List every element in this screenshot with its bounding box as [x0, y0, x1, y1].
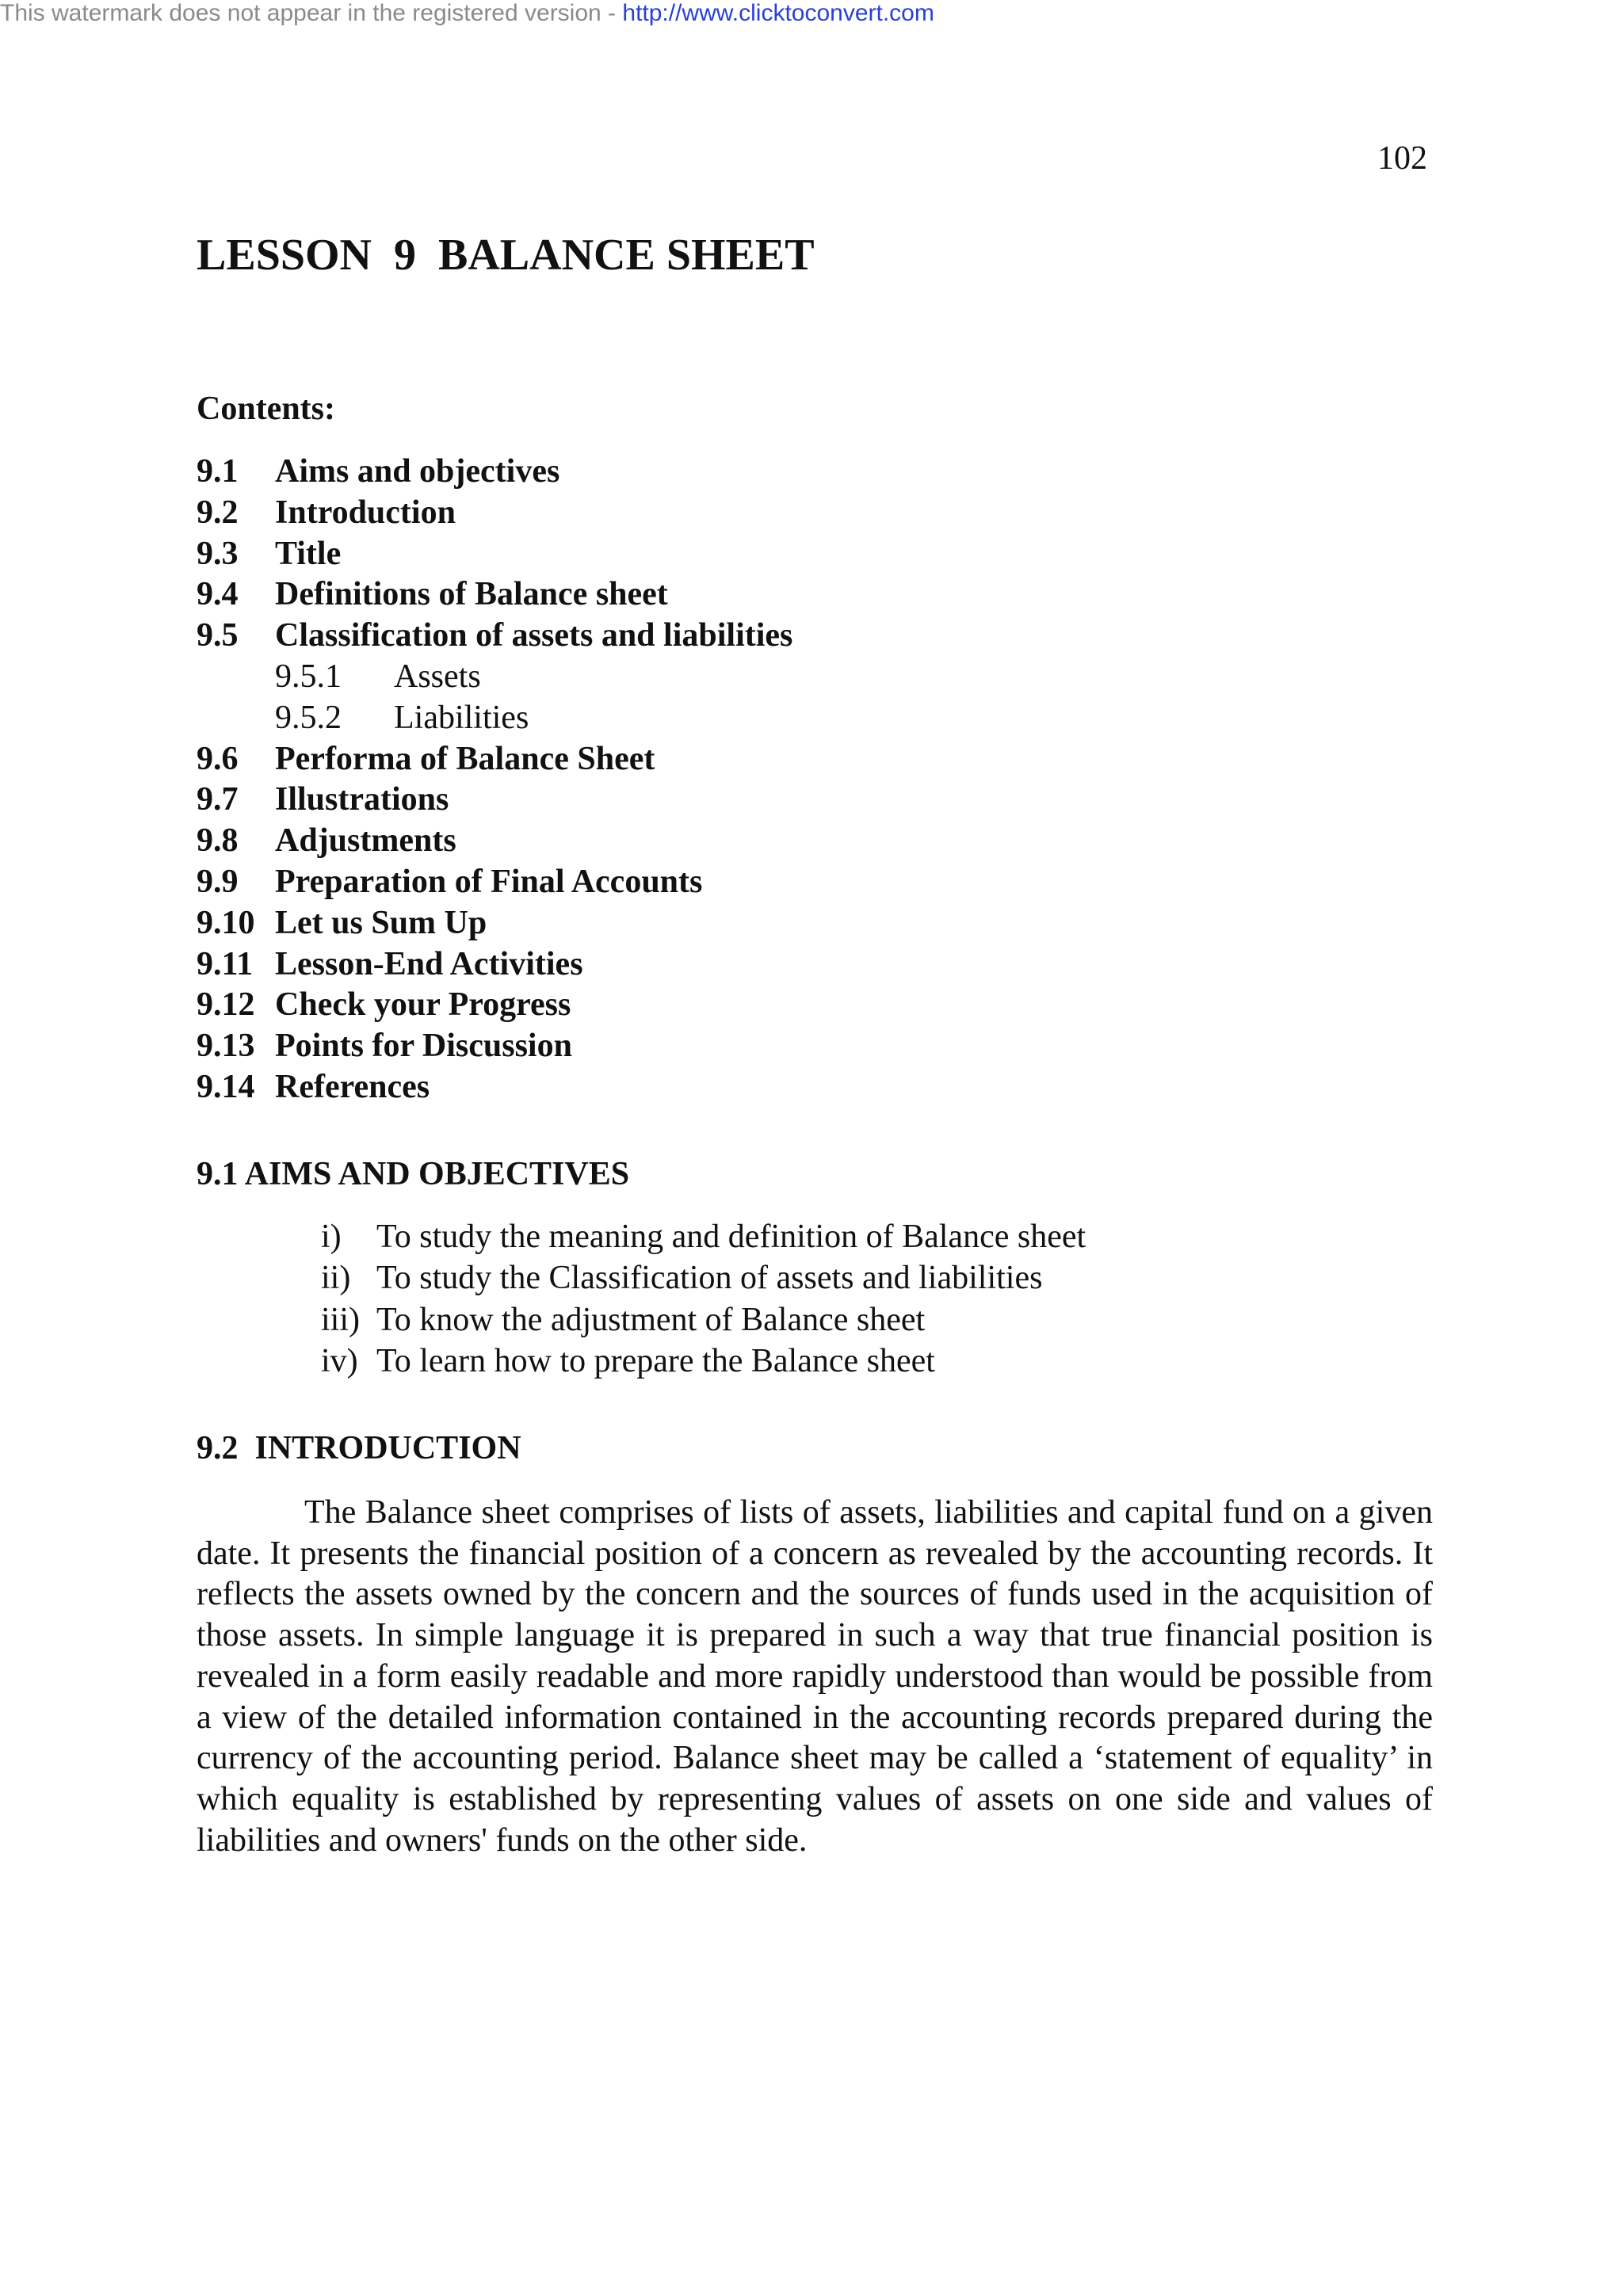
toc-item-label: Introduction: [275, 494, 456, 531]
toc-item-label: Title: [275, 535, 342, 572]
watermark-text: This watermark does not appear in the registered version -: [0, 0, 623, 26]
toc-item: [197, 903, 792, 944]
toc-item-label: Points for Discussion: [275, 1028, 572, 1065]
toc-item-number: 9.7: [197, 781, 239, 818]
toc-item-label: Adjustments: [275, 822, 456, 860]
toc-item-label: References: [275, 1068, 430, 1105]
toc-item-number: 9.12: [197, 986, 255, 1024]
toc-item-number: 9.2: [197, 494, 239, 531]
toc-item: [197, 616, 792, 657]
list-item-marker: i): [321, 1219, 342, 1255]
toc-item-label: Preparation of Final Accounts: [275, 863, 703, 900]
toc-item-label: Definitions of Balance sheet: [275, 576, 668, 613]
toc-item-number: 9.8: [197, 822, 239, 860]
toc-item-number: 9.10: [197, 904, 255, 941]
toc-item-number: 9.9: [197, 863, 239, 900]
table-of-contents: [197, 452, 792, 1108]
aims-objectives-heading: 9.1 AIMS AND OBJECTIVES: [197, 1156, 630, 1192]
toc-item: [197, 944, 792, 986]
list-item-text: To know the adjustment of Balance sheet: [376, 1301, 926, 1338]
toc-item-number: 9.1: [197, 453, 239, 490]
list-item-text: To learn how to prepare the Balance sheet: [376, 1342, 935, 1379]
toc-item: [197, 985, 792, 1026]
toc-item-label: Classification of assets and liabilities: [275, 617, 793, 654]
toc-item: [197, 1026, 792, 1067]
list-item-marker: iii): [321, 1301, 360, 1338]
toc-item-label: Lesson-End Activities: [275, 945, 583, 982]
toc-item-label: Liabilities: [394, 699, 529, 736]
toc-item: [197, 821, 792, 862]
toc-item: [197, 1067, 792, 1108]
toc-item-number: 9.5.2: [275, 699, 342, 736]
list-item-marker: iv): [321, 1342, 358, 1379]
toc-item: [197, 780, 792, 821]
lesson-title: LESSON 9 BALANCE SHEET: [197, 231, 815, 280]
toc-item: [197, 493, 792, 534]
toc-item-label: Illustrations: [275, 781, 449, 818]
list-item-text: To study the Classification of assets and liabilities: [376, 1260, 1043, 1297]
toc-item-label: Check your Progress: [275, 986, 571, 1024]
toc-subitem: [197, 698, 792, 739]
toc-item-label: Aims and objectives: [275, 453, 560, 490]
toc-item: [197, 452, 792, 493]
objectives-list: [321, 1216, 1086, 1382]
list-item: [321, 1257, 1086, 1299]
toc-item-number: 9.11: [197, 945, 254, 982]
toc-item-number: 9.3: [197, 535, 239, 572]
watermark-link[interactable]: http://www.clicktoconvert.com: [622, 0, 934, 26]
list-item: [321, 1216, 1086, 1257]
introduction-paragraph: The Balance sheet comprises of lists of assets, liabilities and capital fund on a given date. It presents the financial position of a concern as revealed by the accounting records. It reflects the assets owned by the concern and the sources of funds used in the acquisition of those assets. In simple language it is prepared in such a way that true financial position is revealed in a form easily readable and more rapidly understood than would be possible from a view of the detailed information contained in the accounting records prepared during the currency of the accounting period. Balance sheet may be called a ‘statement of equality’ in which equality is established by representing values of assets on one side and values of liabilities and owners' funds on the other side.: [197, 1494, 1433, 1859]
contents-heading: Contents:: [197, 391, 335, 427]
toc-item-number: 9.5: [197, 617, 239, 654]
list-item-text: To study the meaning and definition of Balance sheet: [376, 1219, 1086, 1255]
toc-item-label: Performa of Balance Sheet: [275, 740, 655, 777]
toc-item-number: 9.13: [197, 1028, 255, 1065]
toc-item: [197, 534, 792, 575]
toc-item-label: Assets: [394, 658, 481, 695]
watermark-notice: [0, 0, 934, 27]
toc-item-label: Let us Sum Up: [275, 904, 487, 941]
toc-subitem: [197, 657, 792, 698]
toc-item-number: 9.6: [197, 740, 239, 777]
toc-item: [197, 574, 792, 616]
toc-item: [197, 862, 792, 903]
list-item: [321, 1341, 1086, 1382]
page-number: 102: [1377, 140, 1427, 177]
toc-item-number: 9.14: [197, 1068, 255, 1105]
list-item-marker: ii): [321, 1260, 351, 1297]
toc-item-number: 9.4: [197, 576, 239, 613]
toc-item-number: 9.5.1: [275, 658, 342, 695]
toc-item: [197, 739, 792, 780]
introduction-heading: 9.2 INTRODUCTION: [197, 1430, 521, 1466]
list-item: [321, 1299, 1086, 1341]
